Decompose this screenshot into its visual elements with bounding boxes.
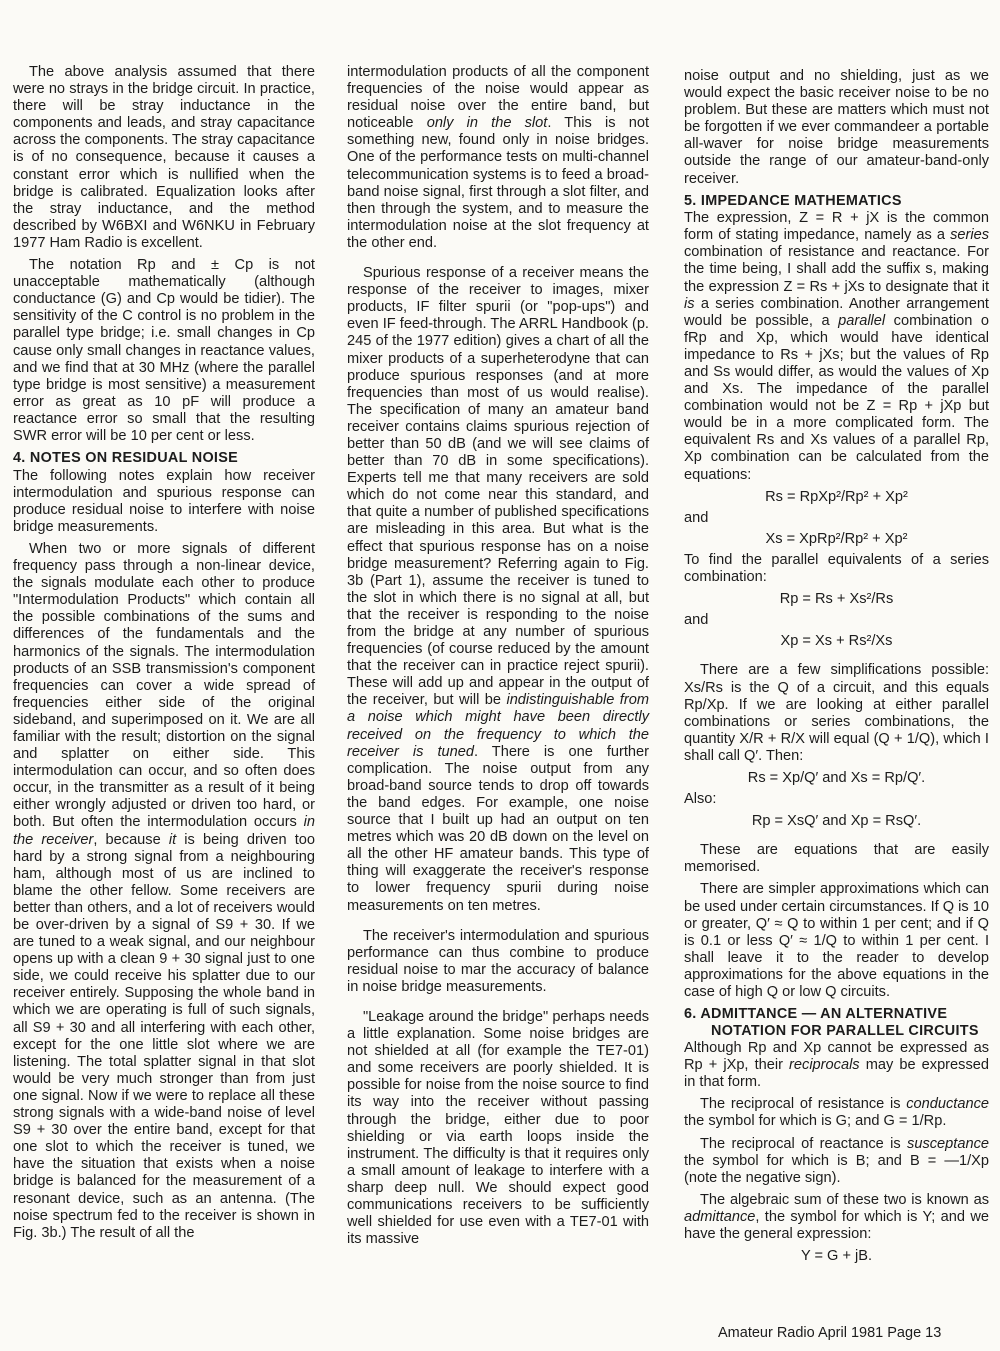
- equation-label: and: [684, 509, 709, 526]
- emphasis: it: [168, 831, 177, 848]
- section-heading-admittance: 6. ADMITTANCE — AN ALTERNATIVE NOTATION FOR PARALLEL CIRCUITS: [684, 1006, 979, 1039]
- paragraph: To find the parallel equivalents of a series combination:: [684, 551, 989, 586]
- paragraph: The reciprocal of resistance is conductance the symbol for which is G; and G = 1/Rp.: [684, 1096, 989, 1130]
- paragraph: The receiver's intermodulation and spurious performance can thus combine to produce residual noise to mar the accuracy of balance in noise bridge measurements.: [347, 927, 649, 995]
- text-column-3: [684, 68, 989, 1269]
- paragraph: There are a few simplifications possible: Xs/Rs is the Q of a circuit, and this equals Rp/Xp. If we are looking at either parallel combinations or series combinations, the quantity X/R + R/X will equal (Q + 1/Q), which I shall call Q′. Then:: [684, 662, 989, 764]
- paragraph: The reciprocal of reactance is susceptance the symbol for which is B; and B = —1/Xp (note the negative sign).: [684, 1135, 989, 1186]
- emphasis: only in the slot: [426, 115, 548, 132]
- paragraph: intermodulation products of all the component frequencies of the noise would appear as residual noise over the entire band, but noticeable only in the slot. This is not something new, found only in noise bridges. One of the performance tests on multi-channel telecommunication systems is to feed a broad-band noise signal, first through a slot filter, and then through the system, and to measure the intermodulation noise at the slot frequency at the other end.: [347, 64, 650, 251]
- emphasis: series: [950, 227, 989, 244]
- paragraph: The algebraic sum of these two is known as admittance, the symbol for which is Y; and we have the general expression:: [684, 1191, 989, 1243]
- emphasis: reciprocals: [789, 1057, 860, 1074]
- emphasis: conductance: [906, 1096, 989, 1113]
- emphasis: parallel: [838, 312, 886, 329]
- text-column-1: [13, 64, 315, 1247]
- equation: Rp = Rs + Xs²/Rs: [779, 591, 894, 608]
- section-heading-impedance-mathematics: 5. IMPEDANCE MATHEMATICS: [684, 192, 902, 209]
- paragraph: Spurious response of a receiver means the response of the receiver to images, mixer products, IF filter spurii (or "pop-ups") and even IF feed-through. The ARRL Handbook (p. 245 of the 1977 edition) gives a chart of all the mixer products of a superheterodyne that can produce spurious responses (and at more frequencies than most of us would realise). The specification of many an amateur band receiver contains claims spurious rejection of better than 50 dB (and we will see claims of better than 70 dB in some specifications). Experts tell me that many receivers are sold which do not come near this standard, and that quite a number of published specifications are misleading in this area. But what is the effect that spurious response has on a noise bridge measurement? Referring again to Fig. 3b (Part 1), assume the receiver is tuned to the slot in which there is no signal at all, but that the receiver is responding to the noise from the bridge at any number of spurious frequencies (of course reduced by the amount that the receiver can in practice reject spurii). These will add up and appear in the output of the receiver, but will be indistinguishable from a noise which might have been directly received on the frequency to which the receiver is tuned. There is one further complication. The noise output from any broad-band source tends to drop off towards the band edges. For example, one noise source that I built up had an output on ten metres which was 20 dB down on the level on all the other HF amateur bands. This type of thing will exaggerate the receiver's response to lower frequency spurii during noise measurements on ten metres.: [347, 265, 649, 914]
- text-column-2: [347, 64, 649, 1253]
- paragraph: The notation Rp and ± Cp is not unacceptable mathematically (although conductance (G) and Cp would be tidier). The sensitivity of the C control is no problem in the parallel type bridge; i.e. small changes in Cp cause only small changes in reactance values, and we find that at 30 MHz (where the parallel type bridge is most sensitive) a measurement error as great as 10 pF will produce a reactance error so small that the resulting SWR error will be 10 per cent or less.: [13, 257, 315, 444]
- emphasis: indistinguishable from a noise which might have been directly received on the frequency to which the receiver is tuned: [347, 692, 649, 760]
- equation-row: [684, 612, 989, 629]
- emphasis: admittance: [684, 1208, 756, 1225]
- paragraph: Although Rp and Xp cannot be expressed as Rp + jXp, their reciprocals may be expressed in that form.: [684, 1040, 989, 1091]
- paragraph: The above analysis assumed that there were no strays in the bridge circuit. In practice, there will be stray inductance in the components and leads, and stray capacitance across the components. The stray capacitance is of no consequence, because it causes a constant error which is nullified when the bridge is calibrated. Equalization looks after the stray inductance, and the method described by W6BXI and W6NKU in February 1977 Ham Radio is excellent.: [13, 64, 315, 251]
- equation: Rp = XsQ′ and Xp = RsQ′.: [751, 813, 922, 830]
- equation-label: and: [684, 612, 709, 629]
- emphasis: susceptance: [907, 1135, 989, 1152]
- paragraph: Also:: [684, 791, 717, 808]
- page-footer: Amateur Radio April 1981 Page 13: [718, 1325, 942, 1341]
- paragraph: There are simpler approximations which can be used under certain circumstances. If Q is 10 or greater, Q′ ≈ Q to within 1 per cent; and if Q is 0.1 or less Q′ ≈ 1/Q to within 1 per cent. I shall leave it to the reader to develop approximations for the above equations in the case of high Q or low Q circuits.: [684, 881, 989, 1000]
- equation-row: [684, 510, 989, 527]
- equation: Xs = XpRp²/Rp² + Xp²: [765, 530, 908, 547]
- equation: Y = G + jB.: [800, 1248, 873, 1265]
- paragraph: These are equations that are easily memorised.: [684, 842, 989, 876]
- paragraph: noise output and no shielding, just as we would expect the basic receiver noise to be no problem. But these are matters which must not be forgotten if we ever commandeer a portable all-waver for noise bridge measurements outside the range of our amateur-band-only receiver.: [684, 68, 989, 187]
- paragraph: The expression, Z = R + jX is the common form of stating impedance, namely as a series combination of resistance and reactance. For the time being, I shall add the suffix s, making the expression Z = Rs + jXs to designate that it is a series combination. Another arrangement would be possible, a parallel combination o fRp and Xp, which would have identical impedance to Rs + jXs; but the values of Rp and Ss would differ, as would the values of Xp and Xs. The impedance of the parallel combination would not be Z = Rp + jXp but would be in a more complicated form. The equivalent Rs and Xs values of a parallel Rp, Xp combination can be calculated from the equations:: [684, 210, 989, 483]
- equation: Xp = Xs + Rs²/Xs: [780, 633, 893, 650]
- equation: Rs = Xp/Q′ and Xs = Rp/Q′.: [747, 769, 926, 786]
- paragraph: When two or more signals of different frequency pass through a non-linear device, the signals modulate each other to produce "Intermodulation Products" which contain all the possible combinations of the sums and differences of the fundamentals and the harmonics of the signals. The intermodulation products of an SSB transmission's component frequencies can cover a wide spread of frequencies either side of the original sideband, and superimposed on it. We are all familiar with the result; distortion on the signal and splatter on either side. This intermodulation can occur, and so often does occur, in the transmitter as a result of it being either wrongly adjusted or driven too hard, or both. But often the intermodulation occurs in the receiver, because it is being driven too hard by a strong signal from a neighbouring ham, although most of us are inclined to blame the other fellow. Some receivers are better than others, and a lot of receivers would be over-driven by a signal of S9 + 30. If we are tuned to a weak signal, and our neighbour opens up with a clean 9 + 30 signal just to one side, we could receive his splatter due to our receiver entirely. Supposing the whole band in which we are operating is full of such signals, all S9 + 30 and all interfering with each other, except for the one little slot where we are listening. The total splatter signal in that slot would be very much stronger than from just one signal. Now if we were to replace all these strong signals with a wide-band noise of level S9 + 30 over the entire band, except for that one slot to which the receiver is tuned, we have the situation that exists when a noise bridge is balanced for the measurement of a resonant device, such as an antenna. (The noise spectrum fed to the receiver is shown in Fig. 3b.) The result of all the: [13, 540, 315, 1241]
- emphasis: is: [684, 295, 695, 312]
- paragraph: The following notes explain how receiver intermodulation and spurious response can produce residual noise to interfere with noise bridge measurements.: [13, 467, 315, 535]
- equation: Rs = RpXp²/Rp² + Xp²: [765, 488, 908, 505]
- paragraph: "Leakage around the bridge" perhaps needs a little explanation. Some noise bridges are not shielded at all (for example the TE7-01) and some receivers are poorly shielded. It is possible for noise from the noise source to find its way into the receiver without passing through the bridge, either due to poor shielding or via earth loops inside the instrument. The difficulty is that it requires only a small amount of leakage to interfere with a sharp deep null. We should expect good communications receivers to be sufficiently well shielded for use even with a TE7-01 with its massive: [347, 1008, 649, 1248]
- emphasis: in the receiver: [13, 814, 315, 848]
- section-heading-residual-noise: 4. NOTES ON RESIDUAL NOISE: [13, 450, 239, 467]
